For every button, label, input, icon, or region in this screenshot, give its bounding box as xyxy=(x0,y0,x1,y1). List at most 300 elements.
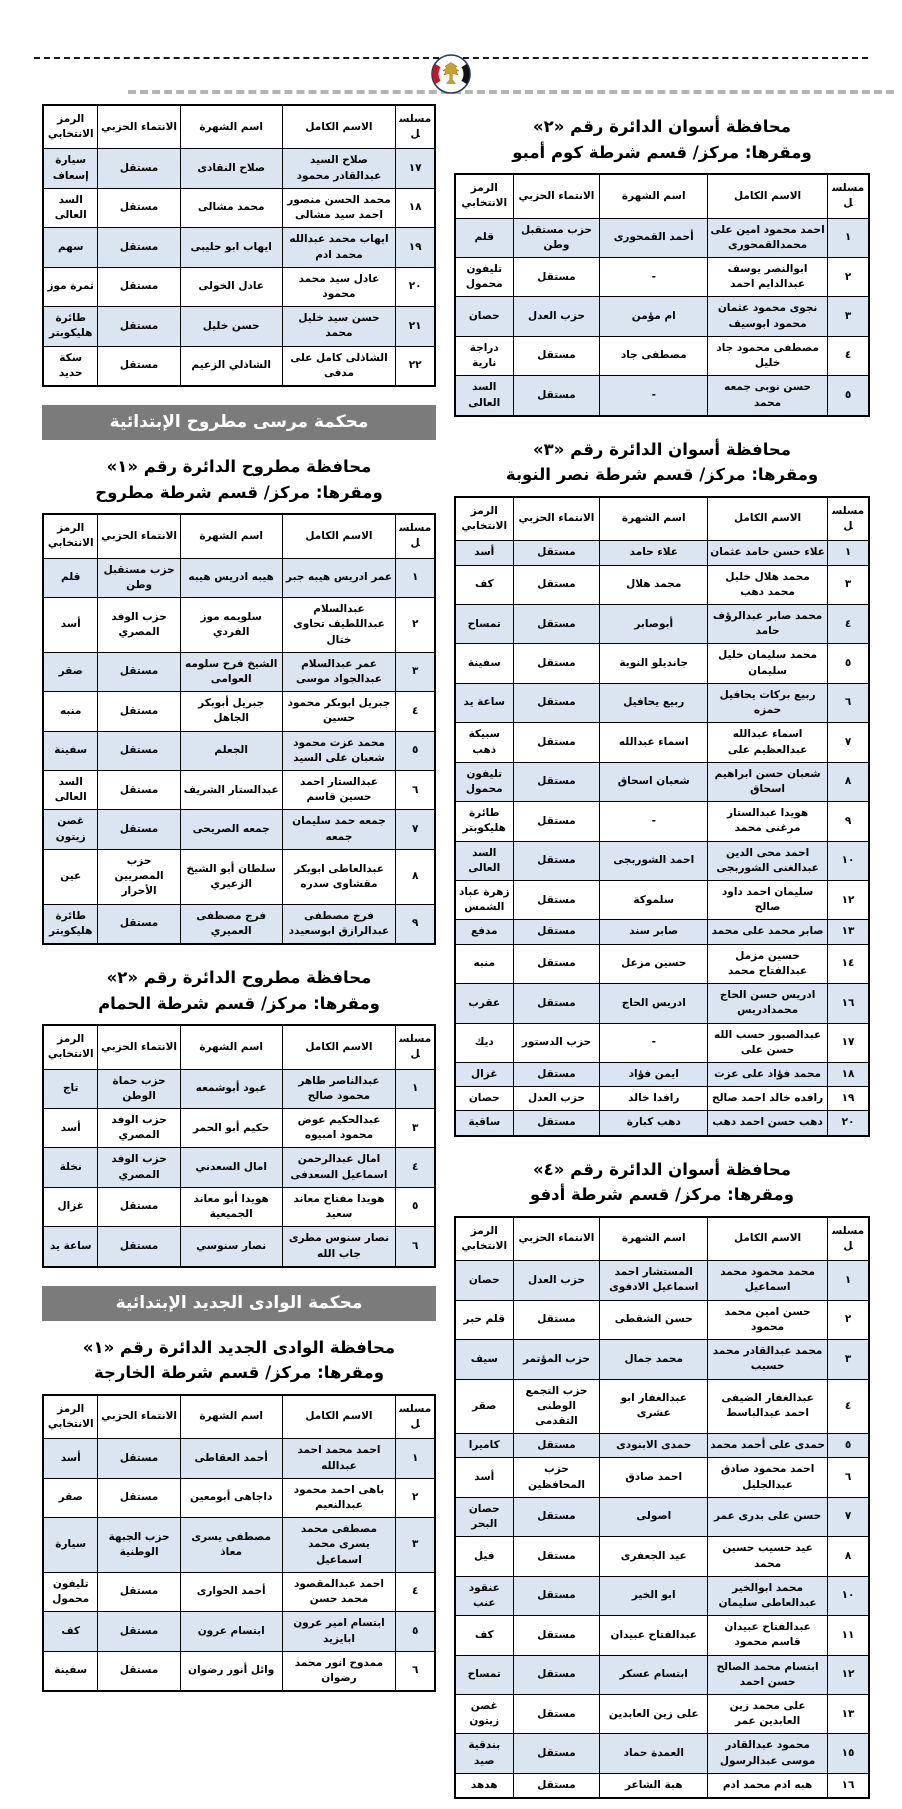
known-as-cell: جمعه الصريحى xyxy=(180,810,282,849)
party-cell: حزب المصريين الأحرار xyxy=(98,849,180,904)
known-as-cell: اصولى xyxy=(600,1497,708,1536)
symbol-cell: سيارة xyxy=(43,1518,98,1573)
known-as-cell: الجعلم xyxy=(180,731,282,770)
table-row xyxy=(455,1340,869,1379)
table-row xyxy=(455,1458,869,1497)
table-row xyxy=(455,218,869,257)
table-row xyxy=(455,644,869,683)
known-as-cell: رافدا خالد xyxy=(600,1087,708,1111)
known-as-cell: أحمد القمحورى xyxy=(600,218,708,257)
district-title: محافظة الوادى الجديد الدائرة رقم «١» xyxy=(82,1337,396,1357)
table-row xyxy=(455,1734,869,1773)
symbol-cell: سفينة xyxy=(43,731,98,770)
party-cell: حزب الجبهة الوطنية xyxy=(98,1518,180,1573)
party-cell: مستقل xyxy=(513,762,600,801)
table-row xyxy=(455,1261,869,1300)
col-header-full-name: الاسم الكامل xyxy=(282,105,396,149)
known-as-cell: على زين العابدين xyxy=(600,1695,708,1734)
known-as-cell: أحمد العقاطى xyxy=(180,1439,282,1478)
thick-dashed-rule xyxy=(128,90,894,94)
col-header-known-as: اسم الشهرة xyxy=(180,1395,282,1439)
symbol-cell: صقر xyxy=(455,1379,513,1434)
table-row xyxy=(455,1087,869,1111)
table-row xyxy=(455,541,869,565)
col-header-known-as: اسم الشهرة xyxy=(600,174,708,218)
symbol-cell: حصان xyxy=(455,1261,513,1300)
known-as-cell: حسين مزعل xyxy=(600,944,708,983)
symbol-cell: حصان xyxy=(455,1087,513,1111)
col-header-serial: مسلسل xyxy=(828,1217,869,1261)
col-header-known-as: اسم الشهرة xyxy=(180,514,282,558)
district-location: ومقرها: مركز/ قسم شرطة الخارجة xyxy=(93,1363,385,1383)
symbol-cell: طائرة هليكوبتر xyxy=(455,802,513,841)
table-row xyxy=(455,683,869,722)
col-header-symbol: الرمز الانتخابي xyxy=(455,497,513,541)
known-as-cell: داجاهى أبومعين xyxy=(180,1478,282,1517)
party-cell: مستقل xyxy=(513,944,600,983)
symbol-cell: بندقية صيد xyxy=(455,1734,513,1773)
party-cell: مستقل xyxy=(98,1187,180,1226)
known-as-cell: امال السعدني xyxy=(180,1148,282,1187)
serial-cell: ٤ xyxy=(828,336,869,375)
table-row xyxy=(43,307,435,346)
serial-cell: ٧ xyxy=(828,723,869,762)
section-title xyxy=(42,1335,436,1386)
district-title: محافظة أسوان الدائرة رقم «٣» xyxy=(532,439,792,459)
full-name-cell: شعبان حسن ابراهيم اسحاق xyxy=(708,762,828,801)
known-as-cell: مصطفى يسرى معاذ xyxy=(180,1518,282,1573)
full-name-cell: حسن على بدرى عمر xyxy=(708,1497,828,1536)
known-as-cell: الشاذلي الزعيم xyxy=(180,346,282,386)
party-cell: مستقل xyxy=(513,1695,600,1734)
symbol-cell: السد العالى xyxy=(43,771,98,810)
table-row xyxy=(43,1227,435,1267)
table-row xyxy=(455,1434,869,1458)
table-row xyxy=(455,1655,869,1694)
serial-cell: ١٥ xyxy=(828,1734,869,1773)
col-header-full-name: الاسم الكامل xyxy=(708,1217,828,1261)
candidates-table xyxy=(42,1394,436,1692)
full-name-cell: نصار سنوس مطرى جاب الله xyxy=(282,1227,396,1267)
serial-cell: ٣ xyxy=(396,652,435,691)
col-header-party: الانتماء الحزبي xyxy=(98,1025,180,1069)
party-cell: حزب المحافظين xyxy=(513,1458,600,1497)
known-as-cell: هبة الشاعر xyxy=(600,1773,708,1798)
party-cell: مستقل xyxy=(98,1651,180,1691)
col-header-party: الانتماء الحزبي xyxy=(98,1395,180,1439)
serial-cell: ١١ xyxy=(828,1616,869,1655)
table-row xyxy=(43,188,435,227)
table-row xyxy=(455,881,869,920)
table-row xyxy=(455,1616,869,1655)
col-header-symbol: الرمز الانتخابي xyxy=(43,1395,98,1439)
table-row xyxy=(455,1023,869,1062)
col-header-symbol: الرمز الانتخابي xyxy=(43,105,98,149)
full-name-cell: حسن امين محمد محمود xyxy=(708,1300,828,1339)
known-as-cell: مصطفى جاد xyxy=(600,336,708,375)
table-row xyxy=(455,604,869,643)
symbol-cell: حصان xyxy=(455,297,513,336)
serial-cell: ٤ xyxy=(828,1379,869,1434)
serial-cell: ٢٠ xyxy=(828,1111,869,1136)
full-name-cell: محمد الحسن منصور احمد سيد مشالى xyxy=(282,188,396,227)
full-name-cell: حمدى على أحمد محمد xyxy=(708,1434,828,1458)
party-cell: مستقل xyxy=(513,723,600,762)
table-row xyxy=(455,1111,869,1136)
symbol-cell: دراجة نارية xyxy=(455,336,513,375)
col-header-full-name: الاسم الكامل xyxy=(708,497,828,541)
table-row xyxy=(455,944,869,983)
serial-cell: ١ xyxy=(396,558,435,597)
party-cell: مستقل xyxy=(98,904,180,944)
party-cell: مستقل xyxy=(98,731,180,770)
known-as-cell: صلاح النقادى xyxy=(180,149,282,188)
symbol-cell: غصن زيتون xyxy=(43,810,98,849)
known-as-cell: عبدالفتاح عبيدان xyxy=(600,1616,708,1655)
party-cell: حزب حماة الوطن xyxy=(98,1069,180,1108)
serial-cell: ١٦ xyxy=(828,984,869,1023)
known-as-cell: عادل الخولى xyxy=(180,267,282,306)
serial-cell: ٢٢ xyxy=(396,346,435,386)
known-as-cell: دهب كبارة xyxy=(600,1111,708,1136)
known-as-cell: ايهاب ابو حليبى xyxy=(180,228,282,267)
symbol-cell: تليفون محمول xyxy=(455,762,513,801)
col-header-known-as: اسم الشهرة xyxy=(600,497,708,541)
serial-cell: ٥ xyxy=(396,1612,435,1651)
col-header-symbol: الرمز الانتخابي xyxy=(455,1217,513,1261)
full-name-cell: ربيع بركات يحافيل حمزه xyxy=(708,683,828,722)
party-cell: حزب الوفد المصري xyxy=(98,598,180,653)
symbol-cell: أسد xyxy=(455,1458,513,1497)
serial-cell: ٣ xyxy=(396,1109,435,1148)
serial-cell: ١ xyxy=(396,1439,435,1478)
known-as-cell: أبوصابر xyxy=(600,604,708,643)
col-header-full-name: الاسم الكامل xyxy=(282,514,396,558)
table-header-row xyxy=(43,1395,435,1439)
symbol-cell: منبه xyxy=(43,692,98,731)
full-name-cell: محمد عبدالقادر محمد حسيب xyxy=(708,1340,828,1379)
symbol-cell: ساقية xyxy=(455,1111,513,1136)
court-banner: محكمة الوادى الجديد الإبتدائية xyxy=(42,1286,436,1321)
district-location: ومقرها: مركز/ قسم شرطة أدفو xyxy=(529,1185,795,1205)
full-name-cell: عبدالناصر طاهر محمود صالح xyxy=(282,1069,396,1108)
serial-cell: ١٦ xyxy=(828,1773,869,1798)
table-row xyxy=(43,1651,435,1691)
full-name-cell: اسماء عبدالله عبدالعظيم على xyxy=(708,723,828,762)
party-cell: مستقل xyxy=(98,228,180,267)
known-as-cell: ام مؤمن xyxy=(600,297,708,336)
serial-cell: ١٩ xyxy=(828,1087,869,1111)
table-row xyxy=(455,1063,869,1087)
serial-cell: ٢ xyxy=(828,1300,869,1339)
full-name-cell: هويدا مفتاح معاند سعيد xyxy=(282,1187,396,1226)
full-name-cell: حسن سيد خليل محمد xyxy=(282,307,396,346)
party-cell: حزب الوفد المصري xyxy=(98,1109,180,1148)
col-header-full-name: الاسم الكامل xyxy=(282,1025,396,1069)
symbol-cell: ساعة يد xyxy=(43,1227,98,1267)
table-row xyxy=(455,1300,869,1339)
full-name-cell: احمد محمود صادق عبدالجليل xyxy=(708,1458,828,1497)
symbol-cell: سكة حديد xyxy=(43,346,98,386)
known-as-cell: وائل أنور رضوان xyxy=(180,1651,282,1691)
known-as-cell: حسن الشقطى xyxy=(600,1300,708,1339)
serial-cell: ١٧ xyxy=(396,149,435,188)
table-row xyxy=(43,1148,435,1187)
full-name-cell: احمد محمود امين على محمدالقمحورى xyxy=(708,218,828,257)
known-as-cell: جبريل أبوبكر الجاهل xyxy=(180,692,282,731)
full-name-cell: دهب حسن احمد دهب xyxy=(708,1111,828,1136)
serial-cell: ١٠ xyxy=(828,1576,869,1615)
party-cell: مستقل xyxy=(513,802,600,841)
table-row xyxy=(43,1187,435,1226)
col-header-party: الانتماء الحزبي xyxy=(513,174,600,218)
known-as-cell: جانديلو النوبة xyxy=(600,644,708,683)
known-as-cell: سلويمه موز الفردي xyxy=(180,598,282,653)
full-name-cell: هويدا عبدالستار مرغنى محمد xyxy=(708,802,828,841)
party-cell: مستقل xyxy=(513,881,600,920)
known-as-cell: عبود أبوشمعه xyxy=(180,1069,282,1108)
known-as-cell: محمد هلال xyxy=(600,565,708,604)
table-row xyxy=(43,1109,435,1148)
serial-cell: ٤ xyxy=(396,1148,435,1187)
candidates-table xyxy=(454,173,870,417)
full-name-cell: عبدالحكيم عوض محمود امبيوه xyxy=(282,1109,396,1148)
party-cell: مستقل xyxy=(513,1434,600,1458)
party-cell: مستقل xyxy=(513,1773,600,1798)
symbol-cell: سيارة إسعاف xyxy=(43,149,98,188)
full-name-cell: عادل سيد محمد محمود xyxy=(282,267,396,306)
party-cell: مستقل xyxy=(98,771,180,810)
serial-cell: ٢ xyxy=(396,598,435,653)
serial-cell: ٧ xyxy=(396,810,435,849)
serial-cell: ٦ xyxy=(828,1458,869,1497)
serial-cell: ١٩ xyxy=(396,228,435,267)
egypt-state-emblem-icon xyxy=(431,53,471,95)
table-row xyxy=(455,920,869,944)
known-as-cell: نصار سنوسي xyxy=(180,1227,282,1267)
table-header-row xyxy=(455,1217,869,1261)
full-name-cell: محمد محمود محمد اسماعيل xyxy=(708,1261,828,1300)
party-cell: مستقل xyxy=(513,1497,600,1536)
party-cell: مستقل xyxy=(98,1227,180,1267)
party-cell: حزب مستقبل وطن xyxy=(98,558,180,597)
col-header-symbol: الرمز الانتخابي xyxy=(43,514,98,558)
full-name-cell: صلاح السيد عبدالقادر محمود xyxy=(282,149,396,188)
full-name-cell: صابر محمد على محمد xyxy=(708,920,828,944)
party-cell: حزب الدستور xyxy=(513,1023,600,1062)
district-title: محافظة مطروح الدائرة رقم «٢» xyxy=(106,968,372,987)
full-name-cell: جمعه حمد سليمان جمعه xyxy=(282,810,396,849)
serial-cell: ٣ xyxy=(828,1340,869,1379)
full-name-cell: رافده خالد احمد صالح xyxy=(708,1087,828,1111)
symbol-cell: غزال xyxy=(43,1187,98,1226)
full-name-cell: محمد هلال خليل محمد دهب xyxy=(708,565,828,604)
party-cell: مستقل xyxy=(513,1063,600,1087)
serial-cell: ٥ xyxy=(828,644,869,683)
table-row xyxy=(455,258,869,297)
serial-cell: ١ xyxy=(396,1069,435,1108)
symbol-cell: السد العالى xyxy=(455,841,513,880)
serial-cell: ٦ xyxy=(396,1651,435,1691)
full-name-cell: ابوالنصر يوسف عبدالدايم احمد xyxy=(708,258,828,297)
table-row xyxy=(455,565,869,604)
full-name-cell: مصطفى محمود جاد خليل xyxy=(708,336,828,375)
candidates-table xyxy=(42,104,436,387)
party-cell: مستقل xyxy=(98,188,180,227)
symbol-cell: سفينة xyxy=(43,1651,98,1691)
symbol-cell: أسد xyxy=(43,1439,98,1478)
serial-cell: ٥ xyxy=(396,1187,435,1226)
col-header-party: الانتماء الحزبي xyxy=(513,1217,600,1261)
table-row xyxy=(43,228,435,267)
table-header-row xyxy=(43,105,435,149)
serial-cell: ١٨ xyxy=(828,1063,869,1087)
symbol-cell: قلم xyxy=(455,218,513,257)
party-cell: مستقل xyxy=(98,1439,180,1478)
symbol-cell: كف xyxy=(455,565,513,604)
known-as-cell: حمدى الابنودى xyxy=(600,1434,708,1458)
serial-cell: ١٣ xyxy=(828,1695,869,1734)
known-as-cell: سلطان أبو الشيخ الزعيري xyxy=(180,849,282,904)
table-row xyxy=(455,1773,869,1798)
known-as-cell: عيد الجعفرى xyxy=(600,1537,708,1576)
full-name-cell: حسن نوبى جمعه محمد xyxy=(708,376,828,416)
symbol-cell: كف xyxy=(43,1612,98,1651)
known-as-cell: - xyxy=(600,802,708,841)
party-cell: مستقل xyxy=(513,1111,600,1136)
district-title: محافظة مطروح الدائرة رقم «١» xyxy=(106,457,372,477)
party-cell: مستقل xyxy=(98,307,180,346)
section-title xyxy=(42,454,436,505)
full-name-cell: احمد محمد احمد عبدالله xyxy=(282,1439,396,1478)
table-row xyxy=(455,1695,869,1734)
district-location: ومقرها: مركز/ قسم شرطة كوم أمبو xyxy=(512,142,812,162)
table-row xyxy=(455,984,869,1023)
symbol-cell: كاميرا xyxy=(455,1434,513,1458)
known-as-cell: هويدا أبو معاند الجميعية xyxy=(180,1187,282,1226)
symbol-cell: منبه xyxy=(455,944,513,983)
party-cell: مستقل xyxy=(98,1572,180,1611)
symbol-cell: تليفون محمول xyxy=(455,258,513,297)
full-name-cell: محمد سليمان خليل سليمان xyxy=(708,644,828,683)
full-name-cell: عمر عبدالسلام عبدالجواد موسى xyxy=(282,652,396,691)
party-cell: مستقل xyxy=(513,376,600,416)
full-name-cell: عبدالصبور حسب الله حسن على xyxy=(708,1023,828,1062)
symbol-cell: ديك xyxy=(455,1023,513,1062)
serial-cell: ٤ xyxy=(396,1572,435,1611)
table-row xyxy=(455,1576,869,1615)
col-header-symbol: الرمز الانتخابي xyxy=(455,174,513,218)
serial-cell: ١٣ xyxy=(828,920,869,944)
table-row xyxy=(43,598,435,653)
known-as-cell: سلموكة xyxy=(600,881,708,920)
serial-cell: ٣ xyxy=(828,297,869,336)
party-cell: مستقل xyxy=(513,1576,600,1615)
table-row xyxy=(43,1518,435,1573)
party-cell: حزب مستقبل وطن xyxy=(513,218,600,257)
serial-cell: ١٤ xyxy=(828,944,869,983)
symbol-cell: غزال xyxy=(455,1063,513,1087)
serial-cell: ٩ xyxy=(828,802,869,841)
full-name-cell: محمد ابوالخير عبدالعاطى سليمان xyxy=(708,1576,828,1615)
table-row xyxy=(43,1069,435,1108)
serial-cell: ٩ xyxy=(396,904,435,944)
symbol-cell: السد العالى xyxy=(43,188,98,227)
symbol-cell: ثمرة موز xyxy=(43,267,98,306)
district-location: ومقرها: مركز/ قسم شرطة الحمام xyxy=(98,993,380,1013)
full-name-cell: عيد حسيب حسين محمد xyxy=(708,1537,828,1576)
full-name-cell: هبه ادم محمد ادم xyxy=(708,1773,828,1798)
full-name-cell: محمد عزت محمود شعبان على السيد xyxy=(282,731,396,770)
known-as-cell: محمد مشالى xyxy=(180,188,282,227)
table-row xyxy=(43,731,435,770)
serial-cell: ٤ xyxy=(396,692,435,731)
serial-cell: ٨ xyxy=(828,1537,869,1576)
table-row xyxy=(455,1379,869,1434)
party-cell: مستقل xyxy=(513,644,600,683)
known-as-cell: شعبان اسحاق xyxy=(600,762,708,801)
party-cell: مستقل xyxy=(513,565,600,604)
symbol-cell: سيف xyxy=(455,1340,513,1379)
known-as-cell: حسن خليل xyxy=(180,307,282,346)
known-as-cell: عبدالستار الشريف xyxy=(180,771,282,810)
table-row xyxy=(43,810,435,849)
full-name-cell: سليمان احمد داود صالح xyxy=(708,881,828,920)
party-cell: حزب التجمع الوطنى التقدمى xyxy=(513,1379,600,1434)
table-row xyxy=(455,1537,869,1576)
party-cell: مستقل xyxy=(513,1300,600,1339)
symbol-cell: تاج xyxy=(43,1069,98,1108)
symbol-cell: نخلة xyxy=(43,1148,98,1187)
known-as-cell: ابو الخير xyxy=(600,1576,708,1615)
serial-cell: ٦ xyxy=(396,1227,435,1267)
symbol-cell: أسد xyxy=(43,1109,98,1148)
table-row xyxy=(43,692,435,731)
symbol-cell: ساعة يد xyxy=(455,683,513,722)
section-title xyxy=(42,965,436,1016)
table-row xyxy=(455,376,869,416)
known-as-cell: الشيخ فرح سلومه العوامى xyxy=(180,652,282,691)
full-name-cell: ممدوح انور محمد رضوان xyxy=(282,1651,396,1691)
candidates-table xyxy=(42,1024,436,1268)
full-name-cell: نجوى محمود عثمان محمود ابوسيف xyxy=(708,297,828,336)
right-column xyxy=(454,104,870,1809)
symbol-cell: سبيكة ذهب xyxy=(455,723,513,762)
party-cell: مستقل xyxy=(98,810,180,849)
table-row xyxy=(455,802,869,841)
table-row xyxy=(455,762,869,801)
symbol-cell: عين xyxy=(43,849,98,904)
party-cell: حزب المؤتمر xyxy=(513,1340,600,1379)
symbol-cell: تليفون محمول xyxy=(43,1572,98,1611)
col-header-party: الانتماء الحزبي xyxy=(98,105,180,149)
symbol-cell: عقرب xyxy=(455,984,513,1023)
court-banner: محكمة مرسى مطروح الإبتدائية xyxy=(42,405,436,440)
col-header-party: الانتماء الحزبي xyxy=(513,497,600,541)
party-cell: مستقل xyxy=(513,258,600,297)
col-header-symbol: الرمز الانتخابي xyxy=(43,1025,98,1069)
page-header-decoration xyxy=(0,0,902,102)
full-name-cell: عمر ادريس هيبه جبر xyxy=(282,558,396,597)
party-cell: حزب العدل xyxy=(513,297,600,336)
serial-cell: ١ xyxy=(828,1261,869,1300)
party-cell: مستقل xyxy=(513,1655,600,1694)
col-header-full-name: الاسم الكامل xyxy=(282,1395,396,1439)
serial-cell: ٦ xyxy=(396,771,435,810)
known-as-cell: - xyxy=(600,258,708,297)
full-name-cell: ايهاب محمد عبدالله محمد ادم xyxy=(282,228,396,267)
party-cell: مستقل xyxy=(513,1616,600,1655)
